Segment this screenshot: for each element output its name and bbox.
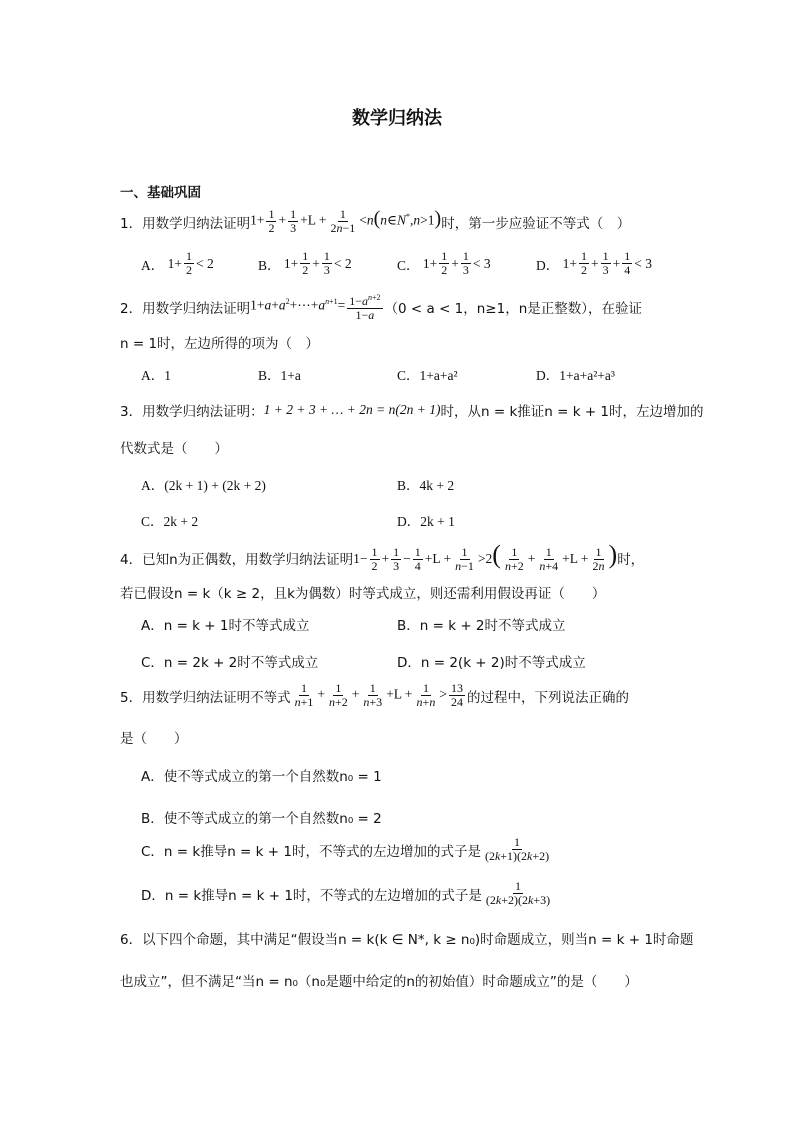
q3-option-c[interactable]: C．2k + 2 [141, 514, 199, 529]
section-heading: 一、基础巩固 [120, 185, 201, 201]
q2-prefix: 2．用数学归纳法证明 [120, 300, 251, 317]
q2-condition: （0 < a < 1，n≥1，n是正整数），在验证 [384, 300, 643, 317]
q3-suffix: 时，从n = k推证n = k + 1时，左边增加的 [440, 404, 704, 420]
question-5 [120, 682, 629, 709]
q5-line2: 是（ ） [120, 731, 188, 747]
q5-option-c-fraction: $\frac{1}{(2k+1)(2k+2)}$ [484, 835, 550, 863]
q3-prefix: 3．用数学归纳法证明： [120, 404, 264, 420]
q1-option-b[interactable]: B． 1+ 1 2 + 1 3 < 2 [258, 249, 352, 277]
q2-option-a[interactable]: A．1 [141, 368, 171, 383]
q3-option-a[interactable]: A．(2k + 1) + (2k + 2) [141, 478, 266, 493]
q5-suffix: 的过程中，下列说法正确的 [466, 689, 629, 706]
q2-formula: $1+a+a^2+\cdots+a^{n+1}=$ $\frac{1-a^{n+2}}{1-a}$ [250, 293, 381, 322]
q5-option-d-fraction: $\frac{1}{(2k+2)(2k+3)}$ [485, 879, 551, 907]
q5-option-b[interactable]: B．使不等式成立的第一个自然数n₀ = 2 [141, 811, 382, 827]
page-title: 数学归纳法 [352, 108, 442, 129]
q2-line2: n = 1时，左边所得的项为（ ） [120, 336, 320, 352]
q4-suffix: 时， [617, 551, 645, 568]
q1-option-c[interactable]: C． 1+ 1 2 + 1 3 < 3 [397, 249, 491, 277]
question-2 [120, 291, 642, 322]
q3-option-b[interactable]: B．4k + 2 [397, 478, 455, 493]
q1-option-a[interactable]: A． 1+ 1 2 < 2 [141, 249, 214, 277]
q1-prefix: 1．用数学归纳法证明 [120, 215, 251, 232]
q4-prefix: 4．已知n为正偶数，用数学归纳法证明 [120, 551, 354, 568]
q4-formula: 1− $\frac{1}{2}$ + $\frac{1}{3}$ − $\frac{1}{4}$ +L + $\frac{1}{n-1}$ >2( $\frac{1}{n+2}$ + $\frac{1}{n+4}$ +L + $\frac{1}{2n}$ ) [353, 540, 618, 574]
q1-formula: 1+ $\frac{1}{2}$ + $\frac{1}{3}$ +L + $\frac{1}{2n-1}$ <n(n∈N*,n>1) [250, 207, 442, 235]
question-3 [120, 400, 704, 420]
q5-prefix: 5．用数学归纳法证明不等式 [120, 689, 291, 706]
q5-formula: $\frac{1}{n+1}$ + $\frac{1}{n+2}$ + $\frac{1}{n+3}$ +L + $\frac{1}{n+n}$ > $\frac{13}{24}$ [294, 681, 463, 709]
q2-option-d[interactable]: D．1+a+a²+a³ [536, 368, 615, 383]
q1-option-d[interactable]: D． 1+ 1 2 + 1 3 + 1 4 < 3 [536, 249, 652, 277]
q3-line2: 代数式是（ ） [120, 441, 228, 457]
q4-option-a[interactable]: A．n = k + 1时不等式成立 [141, 618, 310, 634]
q4-option-b[interactable]: B．n = k + 2时不等式成立 [397, 618, 566, 634]
q3-option-d[interactable]: D．2k + 1 [397, 514, 455, 529]
question-4 [120, 542, 644, 573]
q5-option-c[interactable]: C．n = k推导n = k + 1时，不等式的左边增加的式子是 $\frac{1}{(2k+1)(2k+2)}$ [141, 836, 553, 863]
q4-option-d[interactable]: D．n = 2(k + 2)时不等式成立 [397, 655, 586, 671]
q5-option-d[interactable]: D．n = k推导n = k + 1时，不等式的左边增加的式子是 $\frac{1}{(2k+2)(2k+3)}$ [141, 880, 554, 907]
q2-option-b[interactable]: B．1+a [258, 368, 301, 383]
question-1 [120, 208, 630, 235]
q5-option-a[interactable]: A．使不等式成立的第一个自然数n₀ = 1 [141, 769, 382, 785]
q4-option-c[interactable]: C．n = 2k + 2时不等式成立 [141, 655, 319, 671]
q3-formula: 1 + 2 + 3 + … + 2n = n(2n + 1) [263, 402, 441, 417]
q6-line2: 也成立”，但不满足“当n = n₀（n₀是题中给定的n的初始值）时命题成立”的是（ ） [120, 974, 638, 990]
q4-line2: 若已假设n = k（k ≥ 2，且k为偶数）时等式成立，则还需利用假设再证（ ） [120, 586, 606, 602]
q2-option-c[interactable]: C．1+a+a² [397, 368, 458, 383]
question-6: 6．以下四个命题，其中满足“假设当n = k(k ∈ N*, k ≥ n₀)时命题成立，则当n = k + 1时命题 [120, 932, 694, 948]
q1-suffix: 时，第一步应验证不等式（ ） [441, 215, 631, 232]
